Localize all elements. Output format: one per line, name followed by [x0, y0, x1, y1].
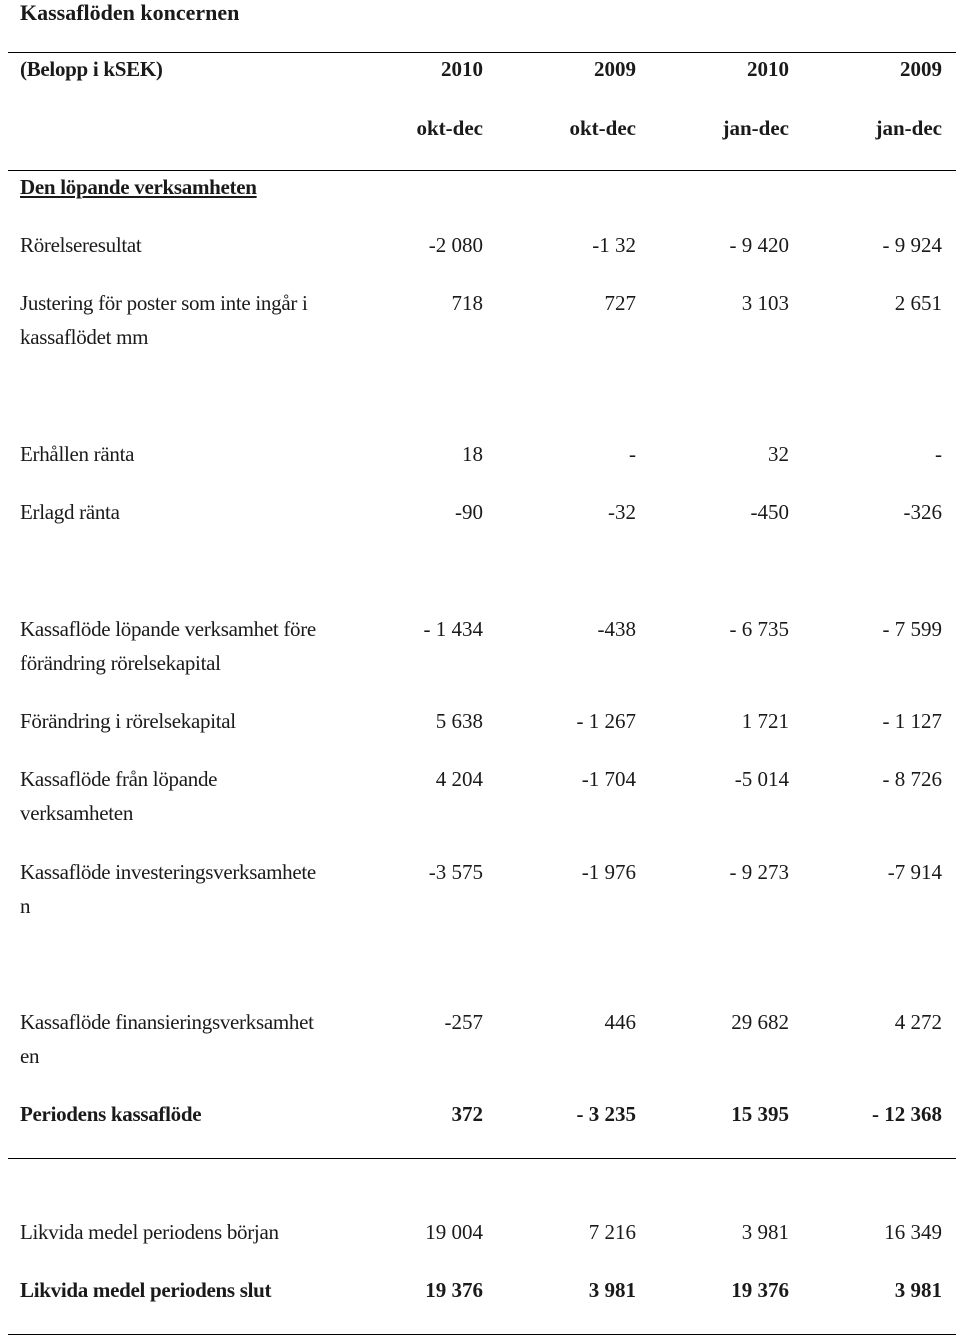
row-label: Erhållen ränta [20, 442, 135, 466]
cell: -5 014 [734, 767, 789, 791]
cell: 718 [451, 291, 483, 315]
cell: -32 [608, 500, 636, 524]
cell: -3 575 [428, 860, 483, 884]
row-label: Justering för poster som inte ingår i kassaflödet mm [20, 291, 308, 349]
row-label: Likvida medel periodens början [20, 1220, 279, 1244]
cell: -1 32 [592, 233, 636, 257]
cell: - 7 599 [882, 617, 942, 641]
cell: 3 103 [741, 291, 789, 315]
cell: - 9 924 [882, 233, 942, 257]
col-period: jan-dec [875, 116, 942, 140]
cell: 3 981 [588, 1278, 636, 1302]
cell: 3 981 [894, 1278, 942, 1302]
cell: 3 981 [741, 1220, 789, 1244]
cell: - 1 267 [576, 709, 636, 733]
row-label: Förändring i rörelsekapital [20, 709, 236, 733]
row-label: Likvida medel periodens slut [20, 1278, 272, 1302]
divider [8, 1334, 956, 1335]
cell: - 12 368 [872, 1102, 942, 1126]
cell: 7 216 [588, 1220, 636, 1244]
col-year: 2010 [441, 57, 483, 81]
cell: -257 [444, 1010, 483, 1034]
row-label: Erlagd ränta [20, 500, 120, 524]
cell: -1 976 [581, 860, 636, 884]
cell: -1 704 [581, 767, 636, 791]
cell: - 3 235 [576, 1102, 636, 1126]
cell: 727 [604, 291, 636, 315]
col-year: 2009 [900, 57, 942, 81]
cell: 32 [768, 442, 789, 466]
section-heading: Den löpande verksamheten [20, 175, 257, 199]
cell: - 9 273 [729, 860, 789, 884]
cell: -90 [455, 500, 483, 524]
row-label: Periodens kassaflöde [20, 1102, 202, 1126]
cell: - 1 127 [882, 709, 942, 733]
col-period: jan-dec [722, 116, 789, 140]
cell: -2 080 [428, 233, 483, 257]
row-label: Rörelseresultat [20, 233, 142, 257]
row-label: Kassaflöde löpande verksamhet före förändring rörelsekapital [20, 617, 316, 675]
cell: 5 638 [435, 709, 483, 733]
cell: 15 395 [731, 1102, 789, 1126]
row-label: Kassaflöde investeringsverksamheten [20, 860, 316, 918]
cell: 19 004 [425, 1220, 483, 1244]
cell: - 9 420 [729, 233, 789, 257]
col-period: okt-dec [416, 116, 483, 140]
col-period: okt-dec [569, 116, 636, 140]
cell: 4 204 [435, 767, 483, 791]
cell: - 6 735 [729, 617, 789, 641]
cell: -450 [750, 500, 789, 524]
cell: -438 [597, 617, 636, 641]
divider [8, 1158, 956, 1159]
cell: 29 682 [731, 1010, 789, 1034]
cell: 372 [451, 1102, 483, 1126]
cell: 19 376 [731, 1278, 789, 1302]
cell: 4 272 [894, 1010, 942, 1034]
cell: 16 349 [884, 1220, 942, 1244]
cell: 1 721 [741, 709, 789, 733]
cell: 19 376 [425, 1278, 483, 1302]
cell: - 8 726 [882, 767, 942, 791]
cell: - 1 434 [423, 617, 483, 641]
cell: -7 914 [887, 860, 942, 884]
col-year: 2009 [594, 57, 636, 81]
row-label: Kassaflöde från löpande verksamheten [20, 767, 218, 825]
cell: -326 [903, 500, 942, 524]
col-year: 2010 [747, 57, 789, 81]
cell: 2 651 [894, 291, 942, 315]
cell: - [629, 442, 636, 466]
unit-label: (Belopp i kSEK) [20, 57, 163, 81]
cell: 18 [462, 442, 483, 466]
page-title: Kassaflöden koncernen [20, 0, 240, 25]
row-label: Kassaflöde finansieringsverksamheten [20, 1010, 314, 1068]
cell: - [935, 442, 942, 466]
cell: 446 [604, 1010, 636, 1034]
